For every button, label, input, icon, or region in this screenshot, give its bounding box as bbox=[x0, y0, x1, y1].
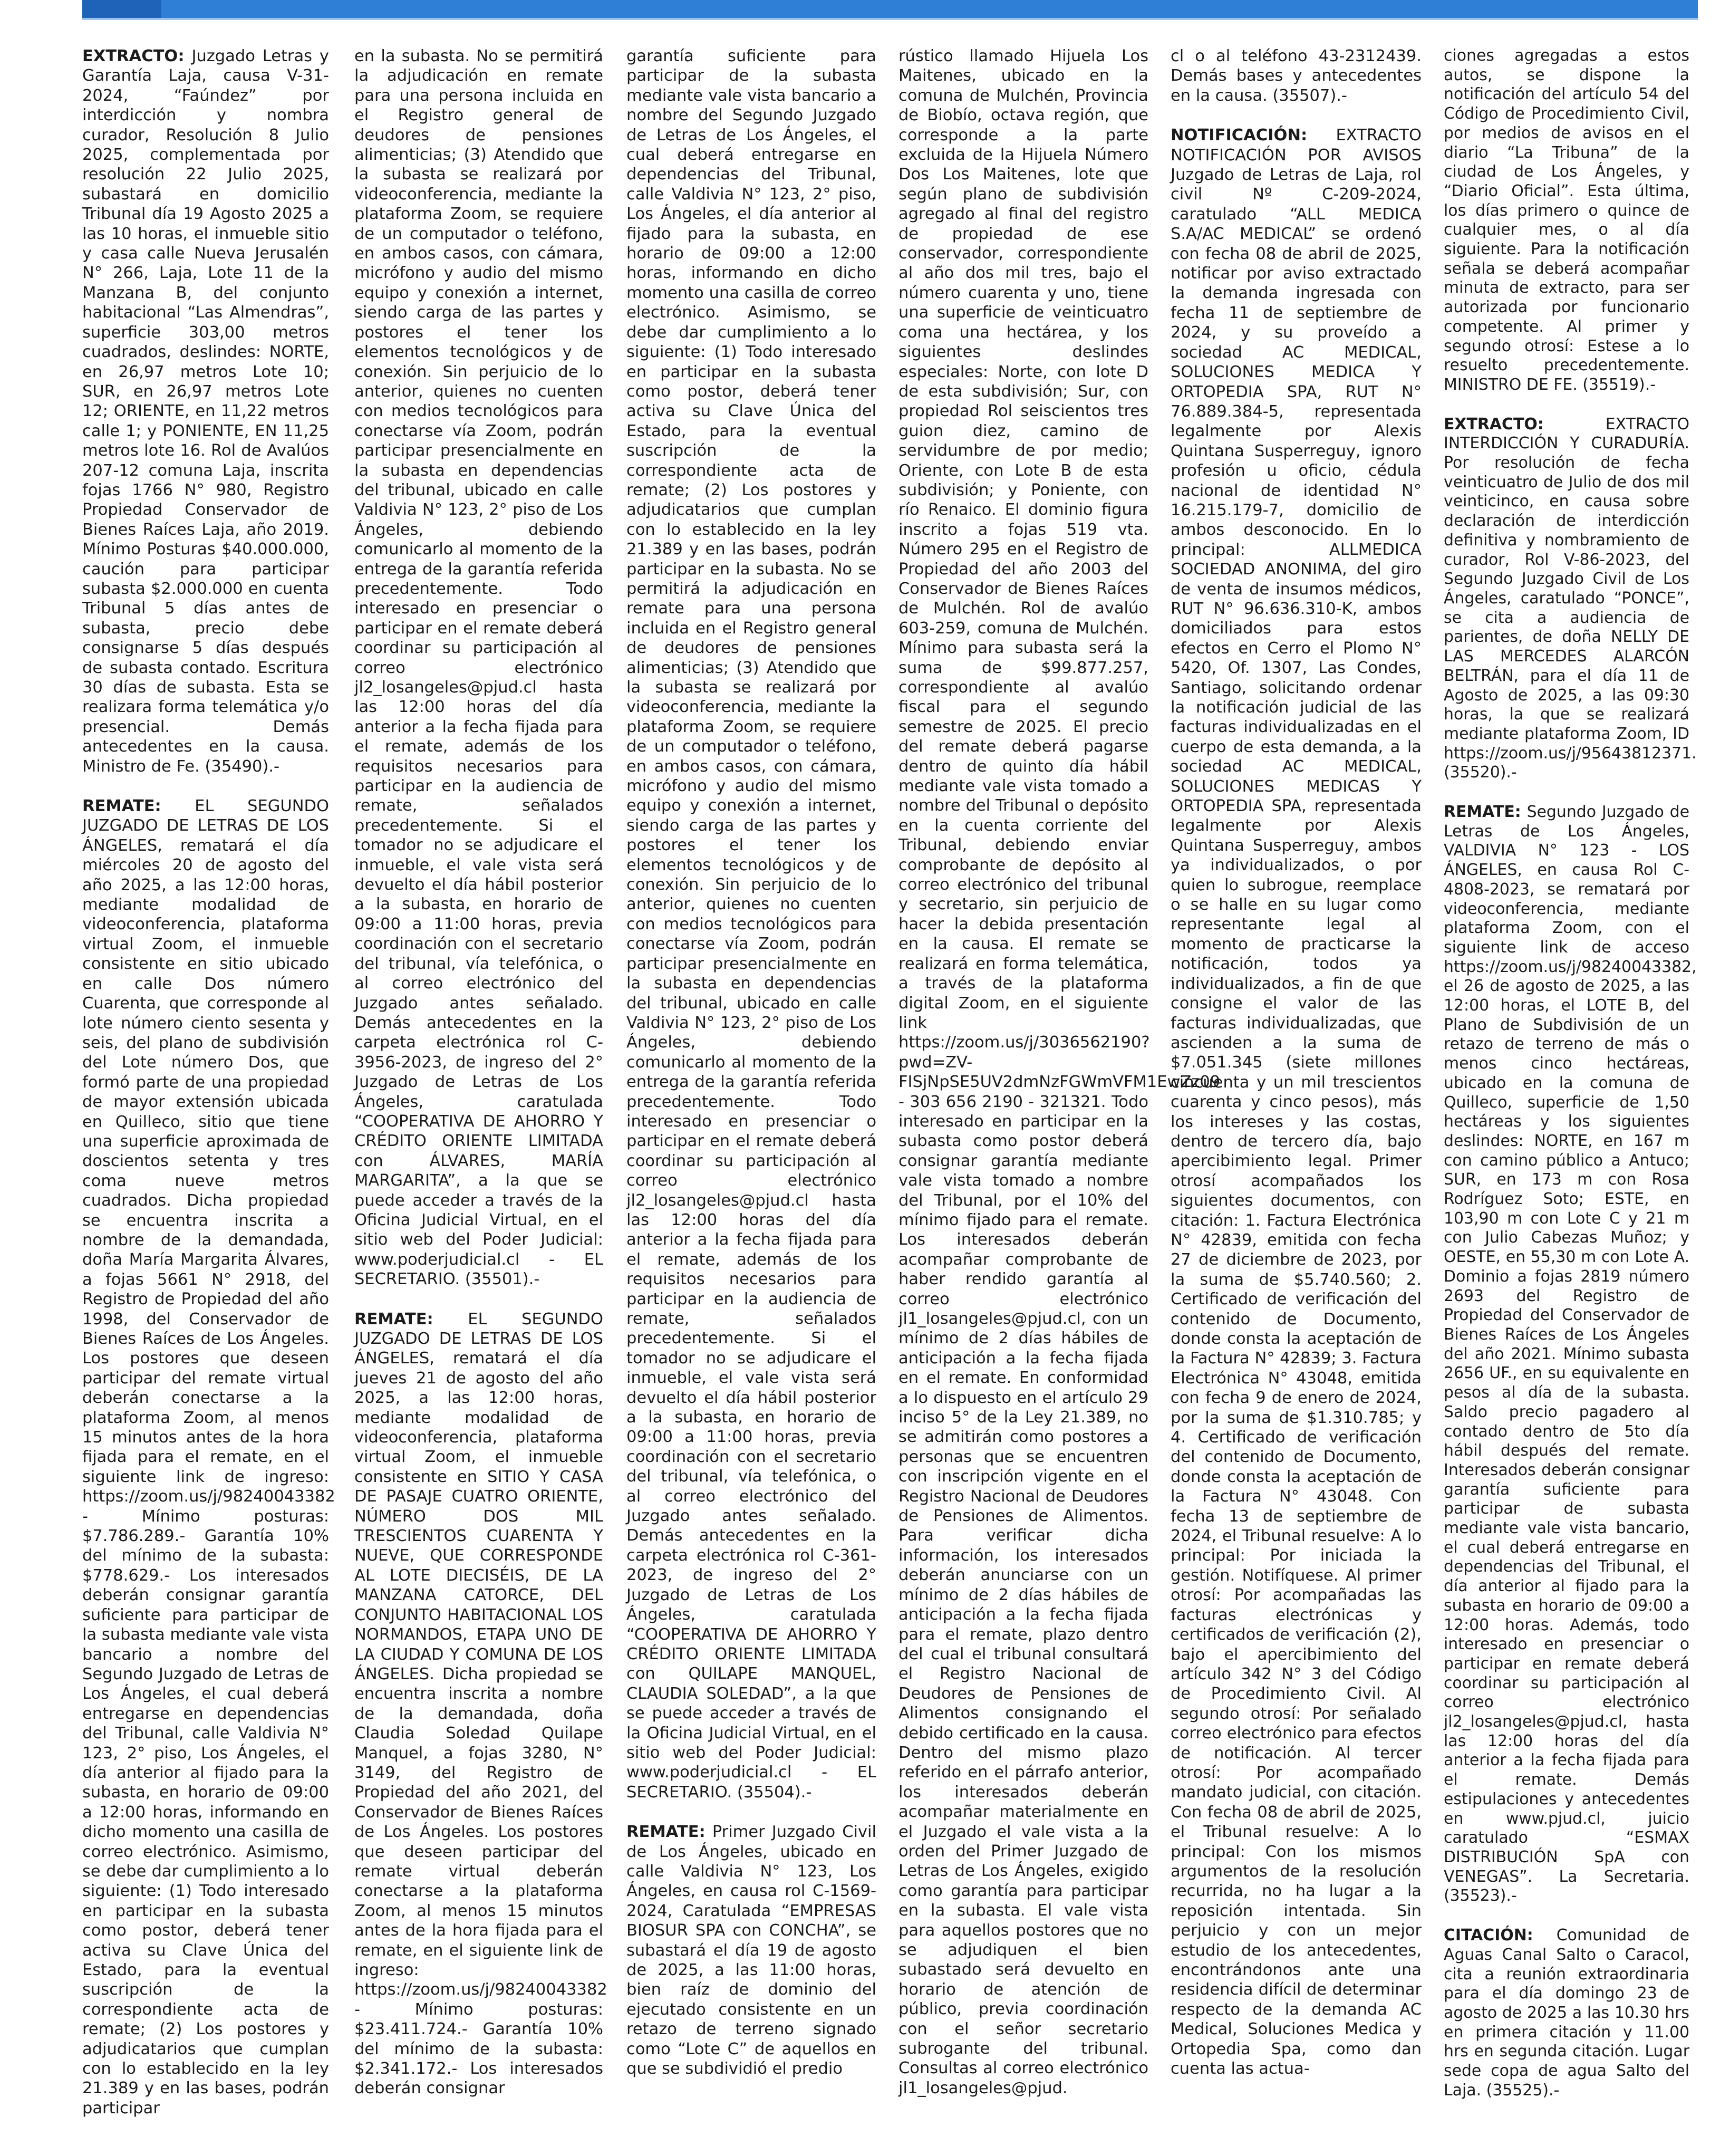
notice-heading: REMATE: bbox=[82, 797, 161, 816]
notice bbox=[354, 1310, 607, 2099]
notice bbox=[82, 46, 329, 776]
header-bar bbox=[82, 0, 1698, 18]
notice-heading: EXTRACTO: bbox=[82, 47, 185, 65]
notice-body: cl o al teléfono 43-2312439. Demás bases y antecedentes en la causa. (35507).- bbox=[1171, 47, 1422, 105]
column-5 bbox=[1171, 46, 1422, 2140]
notice bbox=[1444, 1926, 1689, 2100]
notice bbox=[626, 1822, 876, 2078]
column-2 bbox=[354, 46, 607, 2140]
notice-body: Segundo Juzgado de Letras de Los Ángeles, VALDIVIA N° 123 - LOS ÁNGELES, en causa Rol C-4808-2023, se rematará por videoconferencia, mediante plataforma Zoom, con el siguiente link de acceso https://zoom.us/j/98240043382, el 26 de agosto de 2025, a las 12:00 horas, el LOTE B, del Plano de Subdivisión de un retazo de terreno de más o menos cinco hectáreas, ubicado en la comuna de Quilleco, superficie de 1,50 hectáreas y los siguientes deslindes: NORTE, en 167 m con camino público a Antuco; SUR, en 173 m con Rosa Rodríguez Soto; ESTE, en 103,90 m con Lote C y 21 m con Julio Cabezas Muñoz; y OESTE, en 55,30 m con Lote A. Dominio a fojas 2819 número 2693 del Registro de Propiedad del Conservador de Bienes Raíces de Los Ángeles del año 2021. Mínimo subasta 2656 UF., en su equivalente en pesos al día de la subasta. Saldo precio pagadero al contado dentro de 5to día hábil después del remate. Interesados deberán consignar garantía suficiente para participar de subasta mediante vale vista bancario, el cual deberá entregarse en dependencias del Tribunal, el día anterior al fijado para la subasta en horario de 09:00 a 12:00 horas. Además, todo interesado en presenciar o participar en remate deberá coordinar su participación al correo electrónico jl2_losangeles@pjud.cl, hasta las 12:00 horas del día anterior a la fecha fijada para el remate. Demás estipulaciones y antecedentes en www.pjud.cl, juicio caratulado “ESMAX DISTRIBUCIÓN SpA con VENEGAS”. La Secretaria. (35523).- bbox=[1444, 803, 1697, 1905]
notice-body: Comunidad de Aguas Canal Salto o Caracol, cita a reunión extraordinaria para el día domingo 23 de agosto de 2025 a las 10.30 hrs en primera citación y 11.00 hrs en segunda citación. Lugar sede copa de agua Salto del Laja. (35525).- bbox=[1444, 1926, 1689, 2100]
column-6 bbox=[1444, 46, 1697, 2140]
notice-continued bbox=[626, 46, 876, 1802]
notice bbox=[1171, 126, 1422, 2078]
notice-heading: REMATE: bbox=[354, 1310, 433, 1329]
column-4 bbox=[898, 46, 1221, 2140]
notice-body: garantía suficiente para participar de la subasta mediante vale vista bancario a nombre del Segundo Juzgado de Letras de Los Ángeles, el cual deberá entregarse en dependencias del Tribunal, calle Valdivia N° 123, 2° piso, Los Ángeles, el día anterior al fijado para la subasta, en horario de 09:00 a 12:00 horas, informando en dicho momento una casilla de correo electrónico. Asimismo, se debe dar cumplimiento a lo siguiente: (1) Todo interesado en participar en la subasta como postor, deberá tener activa su Clave Única del Estado, para la eventual suscripción de la correspondiente acta de remate; (2) Los postores y adjudicatarios que cumplan con lo establecido en la ley 21.389 y en las bases, podrán participar en la subasta. No se permitirá la adjudicación en remate para una persona incluida en el Registro general de deudores de pensiones alimenticias; (3) Atendido que la subasta se realizará por videoconferencia, mediante la plataforma Zoom, se requiere de un computador o teléfono, en ambos casos, con cámara, micrófono y audio del mismo equipo y conexión a internet, siendo carga de las partes y postores el tener los elementos tecnológicos y de conexión. Sin perjuicio de lo anterior, quienes no cuenten con medios tecnológicos para conectarse vía Zoom, podrán participar presencialmente en la subasta en dependencias del tribunal, ubicado en calle Valdivia N° 123, 2° piso de Los Ángeles, debiendo comunicarlo al momento de la entrega de la garantía referida precedentemente. Todo interesado en presenciar o participar en el remate deberá coordinar su participación al correo electrónico jl2_losangeles@pjud.cl hasta las 12:00 horas del día anterior a la fecha fijada para el remate, además de los requisitos necesarios para participar en la audiencia de remate, señalados precedentemente. Si el tomador no se adjudicare el inmueble, el vale vista será devuelto el día hábil posterior a la subasta, en horario de 09:00 a 11:00 horas, previa coordinación con el secretario del tribunal, vía telefónica, o al correo electrónico del Juzgado antes señalado. Demás antecedentes en la carpeta electrónica rol C-361-2023, de ingreso del 2° Juzgado de Letras de Los Ángeles, caratulada “COOPERATIVA DE AHORRO Y CRÉDITO ORIENTE LIMITADA con QUILAPE MANQUEL, CLAUDIA SOLEDAD”, a la que se puede acceder a través de la Oficina Judicial Virtual, en el sitio web del Poder Judicial: www.poderjudicial.cl - EL SECRETARIO. (35504).- bbox=[626, 47, 876, 1802]
notice bbox=[82, 796, 335, 2118]
notice-heading: EXTRACTO: bbox=[1444, 415, 1544, 434]
notice bbox=[1444, 415, 1697, 783]
notice-continued bbox=[898, 46, 1221, 2098]
notice-body: rústico llamado Hijuela Los Maitenes, ubicado en la comuna de Mulchén, Provincia de Biobío, octava región, que corresponde a la parte excluida de la Hijuela Número Dos Los Maitenes, lote que según plano de subdivisión agregado al final del registro de propiedad de ese conservador, correspondiente al año dos mil tres, bajo el número cuarenta y uno, tiene una superficie de veinticuatro coma una hectárea, y los siguientes deslindes especiales: Norte, con lote D de esta subdivisión; Sur, con propiedad Rol seiscientos tres guion diez, camino de servidumbre de por medio; Oriente, con Lote B de esta subdivisión; y Poniente, con río Renaico. El dominio figura inscrito a fojas 519 vta. Número 295 en el Registro de Propiedad del año 2003 del Conservador de Bienes Raíces de Mulchén. Rol de avalúo 603-259, comuna de Mulchén. Mínimo para subasta será la suma de $99.877.257, correspondiente al avalúo fiscal para el segundo semestre de 2025. El precio del remate deberá pagarse dentro de quinto día hábil mediante vale vista tomado a nombre del Tribunal o depósito en la cuenta corriente del Tribunal, debiendo enviar comprobante de depósito al correo electrónico del tribunal y secretario, sin perjuicio de hacer la debida presentación en la causa. El remate se realizará en forma telemática, a través de la plataforma digital Zoom, en el siguiente link https://zoom.us/j/3036562190?pwd=ZV-FISjNpSE5UV2dmNzFGWmVFM1EwZz09 - 303 656 2190 - 321321. Todo interesado en participar en la subasta como postor deberá consignar garantía mediante vale vista tomado a nombre del Tribunal, por el 10% del mínimo fijado para el remate. Los interesados deberán acompañar comprobante de haber rendido garantía al correo electrónico jl1_losangeles@pjud.cl, con un mínimo de 2 días hábiles de anticipación a la fecha fijada en el remate. En conformidad a lo dispuesto en el artículo 29 inciso 5° de la Ley 21.389, no se admitirán como postores a personas que se encuentren con inscripción vigente en el Registro Nacional de Deudores de Pensiones de Alimentos. Para verificar dicha información, los interesados deberán anunciarse con un mínimo de 2 días hábiles de anticipación a la fecha fijada para el remate, plazo dentro del cual el tribunal consultará el Registro Nacional de Deudores de Pensiones de Alimentos consignando el debido certificado en la causa. Dentro del mismo plazo referido en el párrafo anterior, los interesados deberán acompañar materialmente en el Juzgado el vale vista a la orden del Primer Juzgado de Letras de Los Ángeles, exigido como garantía para participar en la subasta. El vale vista para aquellos postores que no se adjudiquen el bien subastado será devuelto en horario de atención de público, previa coordinación con el señor secretario subrogante del tribunal. Consultas al correo electrónico jl1_losangeles@pjud. bbox=[898, 47, 1221, 2097]
notice-body: EXTRACTO INTERDICCIÓN Y CURADURÍA. Por resolución de fecha veinticuatro de Julio de dos mil veinticinco, en causa sobre declaración de interdicción definitiva y nombramiento de curador, Rol V-86-2023, del Segundo Juzgado Civil de Los Ángeles, caratulado “PONCE”, se cita a audiencia de parientes, de doña NELLY DE LAS MERCEDES ALARCÓN BELTRÁN, para el día 11 de Agosto de 2025, a las 09:30 horas, la que se realizará mediante plataforma Zoom, ID https://zoom.us/j/95643812371. (35520).- bbox=[1444, 415, 1697, 782]
page-number-tab bbox=[82, 0, 161, 18]
notice-body: EL SEGUNDO JUZGADO DE LETRAS DE LOS ÁNGELES, rematará el día jueves 21 de agosto del año 2025, a las 12:00 horas, mediante modalidad de videoconferencia, plataforma virtual Zoom, el inmueble consistente en SITIO Y CASA DE PASAJE CUATRO ORIENTE, NÚMERO DOS MIL TRESCIENTOS CUARENTA Y NUEVE, QUE CORRESPONDE AL LOTE DIECISÉIS, DE LA MANZANA CATORCE, DEL CONJUNTO HABITACIONAL LOS NORMANDOS, ETAPA UNO DE LA CIUDAD Y COMUNA DE LOS ÁNGELES. Dicha propiedad se encuentra inscrita a nombre de la demandada, doña Claudia Soledad Quilape Manquel, a fojas 3280, N° 3149, del Registro de Propiedad del año 2021, del Conservador de Bienes Raíces de Los Ángeles. Los postores que deseen participar del remate virtual deberán conectarse a la plataforma Zoom, al menos 15 minutos antes de la hora fijada para el remate, en el siguiente link de ingreso: https://zoom.us/j/98240043382 - Mínimo posturas: $23.411.724.- Garantía 10% del mínimo de la subasta: $2.341.172.- Los interesados deberán consignar bbox=[354, 1310, 607, 2098]
notice-continued bbox=[1444, 46, 1689, 395]
notice-body: EXTRACTO NOTIFICACIÓN POR AVISOS Juzgado de Letras de Laja, rol civil Nº C-209-2024, caratulado “ALL MEDICA S.A/AC MEDICAL” se ordenó con fecha 08 de abril de 2025, notificar por aviso extractado la demanda ingresada con fecha 11 de septiembre de 2024, y su proveído a sociedad AC MEDICAL, SOLUCIONES MEDICA Y ORTOPEDIA SPA, RUT N° 76.889.384-5, representada legalmente por Alexis Quintana Susperreguy, ignoro profesión u oficio, cédula nacional de identidad N° 16.215.179-7, domicilio de ambos desconocido. En lo principal: ALLMEDICA SOCIEDAD ANONIMA, del giro de venta de insumos médicos, RUT N° 96.636.310-K, ambos domiciliados para estos efectos en Cerro el Plomo N° 5420, Of. 1307, Las Condes, Santiago, solicitando ordenar la notificación judicial de las facturas individualizadas en el cuerpo de esta demanda, a la sociedad AC MEDICAL, SOLUCIONES MEDICAS Y ORTOPEDIA SPA, representada legalmente por Alexis Quintana Susperreguy, ambos ya individualizados, o por quien lo subrogue, reemplace o se halle en su lugar como representante legal al momento de practicarse la notificación, todos ya individualizados, a fin de que consigne el valor de las facturas individualizadas, que ascienden a la suma de $7.051.345 (siete millones cincuenta y un mil trescientos cuarenta y cinco pesos), más los intereses y las costas, dentro de tercero día, bajo apercibimiento legal. Primer otrosí acompañados los siguientes documentos, con citación: 1. Factura Electrónica N° 42839, emitida con fecha 27 de diciembre de 2023, por la suma de $5.740.560; 2. Certificado de verificación del contenido de Documento, donde consta la aceptación de la Factura N° 42839; 3. Factura Electrónica N° 43048, emitida con fecha 9 de enero de 2024, por la suma de $1.310.785; y 4. Certificado de verificación del contenido de Documento, donde consta la aceptación de la Factura N° 43048. Con fecha 13 de septiembre de 2024, el Tribunal resuelve: A lo principal: Por iniciada la gestión. Notifíquese. Al primer otrosí: Por acompañadas las facturas electrónicas y certificados de verificación (2), bajo el apercibimiento del artículo 342 N° 3 del Código de Procedimiento Civil. Al segundo otrosí: Por señalado correo electrónico para efectos de notificación. Al tercer otrosí: Por acompañado mandato judicial, con citación. Con fecha 08 de abril de 2025, el Tribunal resuelve: A lo principal: Con los mismos argumentos de la resolución recurrida, no ha lugar a la reposición intentada. Sin perjuicio y con un mejor estudio de los antecedentes, encontrándonos ante una residencia difícil de determinar respecto de la demanda AC Medical, Soluciones Medica y Ortopedia Spa, como dan cuenta las actua- bbox=[1171, 126, 1422, 2078]
notice-heading: CITACIÓN: bbox=[1444, 1926, 1533, 1945]
notice-body: en la subasta. No se permitirá la adjudicación en remate para una persona incluida en el Registro general de deudores de pensiones alimenticias; (3) Atendido que la subasta se realizará por videoconferencia, mediante la plataforma Zoom, se requiere de un computador o teléfono, en ambos casos, con cámara, micrófono y audio del mismo equipo y conexión a internet, siendo carga de las partes y postores el tener los elementos tecnológicos y de conexión. Sin perjuicio de lo anterior, quienes no cuenten con medios tecnológicos para conectarse vía Zoom, podrán participar presencialmente en la subasta en dependencias del tribunal, ubicado en calle Valdivia N° 123, 2° piso de Los Ángeles, debiendo comunicarlo al momento de la entrega de la garantía referida precedentemente. Todo interesado en presenciar o participar en el remate deberá coordinar su participación al correo electrónico jl2_losangeles@pjud.cl hasta las 12:00 horas del día anterior a la fecha fijada para el remate, además de los requisitos necesarios para participar en la audiencia de remate, señalados precedentemente. Si el tomador no se adjudicare el inmueble, el vale vista será devuelto el día hábil posterior a la subasta, en horario de 09:00 a 11:00 horas, previa coordinación con el secretario del tribunal, vía telefónica, o al correo electrónico del Juzgado antes señalado. Demás antecedentes en la carpeta electrónica rol C-3956-2023, de ingreso del 2° Juzgado de Letras de Los Ángeles, caratulada “COOPERATIVA DE AHORRO Y CRÉDITO ORIENTE LIMITADA con ÁLVARES, MARÍA MARGARITA”, a la que se puede acceder a través de la Oficina Judicial Virtual, en el sitio web del Poder Judicial: www.poderjudicial.cl - EL SECRETARIO. (35501).- bbox=[354, 47, 603, 1289]
notice bbox=[1444, 803, 1697, 1906]
notice-continued bbox=[354, 46, 603, 1289]
notice-continued bbox=[1171, 46, 1422, 105]
notice-heading: NOTIFICACIÓN: bbox=[1171, 126, 1308, 145]
notice-body: ciones agregadas a estos autos, se dispone la notificación del artículo 54 del Código de Procedimiento Civil, por medios de avisos en el diario “La Tribuna” de la ciudad de Los Ángeles, y “Diario Oficial”. Esta última, los días primero o quince de cualquier mes, o al día siguiente. Para la notificación señala se deberá acompañar minuta de extracto, para ser autorizada por funcionario competente. Al primer y segundo otrosí: Estese a lo resuelto precedentemente. MINISTRO DE FE. (35519).- bbox=[1444, 46, 1689, 394]
column-1 bbox=[82, 46, 335, 2140]
column-3 bbox=[626, 46, 876, 2140]
header-rule bbox=[82, 18, 1698, 20]
notice-heading: REMATE: bbox=[1444, 803, 1521, 822]
notice-body: Juzgado Letras y Garantía Laja, causa V-31-2024, “Faúndez” por interdicción y nombra curador, Resolución 8 Julio 2025, complementada por resolución 22 Julio 2025, subastará en domicilio Tribunal día 19 Agosto 2025 a las 10 horas, el inmueble sitio y casa calle Nueva Jerusalén N° 266, Laja, Lote 11 de la Manzana B, del conjunto habitacional “Las Almendras”, superficie 303,00 metros cuadrados, deslindes: NORTE, en 26,97 metros Lote 10; SUR, en 26,97 metros Lote 12; ORIENTE, en 11,22 metros calle 1; y PONIENTE, EN 11,25 metros lote 16. Rol de Avalúos 207-12 comuna Laja, inscrita fojas 1766 N° 980, Registro Propiedad Conservador de Bienes Raíces Laja, año 2019. Mínimo Posturas $40.000.000, caución para participar subasta $2.000.000 en cuenta Tribunal 5 días antes de subasta, precio debe consignarse 5 días después de subasta contado. Escritura 30 días de subasta. Esta se realizara forma telemática y/o presencial. Demás antecedentes en la causa. Ministro de Fe. (35490).- bbox=[82, 47, 329, 776]
notice-body: Primer Juzgado Civil de Los Ángeles, ubicado en calle Valdivia N° 123, Los Ángeles, en causa rol C-1569-2024, Caratulada “EMPRESAS BIOSUR SPA con CONCHA”, se subastará el día 19 de agosto de 2025, a las 11:00 horas, bien raíz de dominio del ejecutado consistente en un retazo de terreno signado como “Lote C” de aquellos en que se subdividió el predio bbox=[626, 1823, 876, 2078]
notice-heading: REMATE: bbox=[626, 1823, 706, 1842]
notice-body: EL SEGUNDO JUZGADO DE LETRAS DE LOS ÁNGELES, rematará el día miércoles 20 de agosto del año 2025, a las 12:00 horas, mediante modalidad de videoconferencia, plataforma virtual Zoom, el inmueble consistente en sitio ubicado en calle Dos número Cuarenta, que corresponde al lote número ciento sesenta y seis, del plano de subdivisión del Lote número Dos, que formó parte de una propiedad de mayor extensión ubicada en Quilleco, sitio que tiene una superficie aproximada de doscientos setenta y tres coma nueve metros cuadrados. Dicha propiedad se encuentra inscrita a nombre de la demandada, doña María Margarita Álvares, a fojas 5661 N° 2918, del Registro de Propiedad del año 1998, del Conservador de Bienes Raíces de Los Ángeles. Los postores que deseen participar del remate virtual deberán conectarse a la plataforma Zoom, al menos 15 minutos antes de la hora fijada para el remate, en el siguiente link de ingreso: https://zoom.us/j/98240043382 - Mínimo posturas: $7.786.289.- Garantía 10% del mínimo de la subasta: $778.629.- Los interesados deberán consignar garantía suficiente para participar de la subasta mediante vale vista bancario a nombre del Segundo Juzgado de Letras de Los Ángeles, el cual deberá entregarse en dependencias del Tribunal, calle Valdivia N° 123, 2° piso, Los Ángeles, el día anterior al fijado para la subasta, en horario de 09:00 a 12:00 horas, informando en dicho momento una casilla de correo electrónico. Asimismo, se debe dar cumplimiento a lo siguiente: (1) Todo interesado en participar en la subasta como postor, deberá tener activa su Clave Única del Estado, para la eventual suscripción de la correspondiente acta de remate; (2) Los postores y adjudicatarios que cumplan con lo establecido en la ley 21.389 y en las bases, podrán participar bbox=[82, 797, 335, 2118]
